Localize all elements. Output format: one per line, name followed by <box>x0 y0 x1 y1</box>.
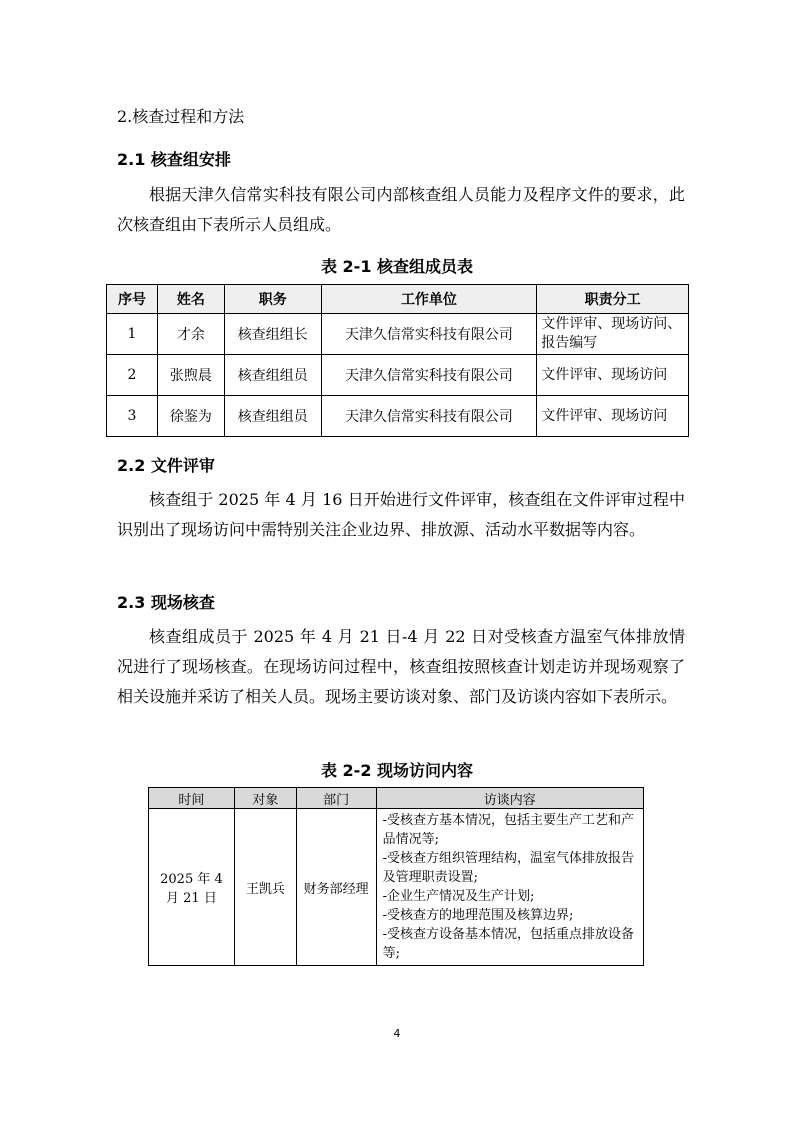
subsection-heading-2-2: 2.2 文件评审 <box>117 456 215 475</box>
cell-index: 3 <box>107 396 158 437</box>
interview-item: -受核查方设备基本情况，包括重点排放设备等; <box>382 927 634 961</box>
table-header-row <box>149 788 644 809</box>
table-row <box>107 396 689 437</box>
header-cell: 序号 <box>107 285 158 314</box>
interview-item: -企业生产情况及生产计划; <box>382 889 535 904</box>
cell-duty: 文件评审、现场访问 <box>537 396 689 437</box>
cell-role: 核查组组长 <box>224 314 321 355</box>
header-cell: 职务 <box>224 285 321 314</box>
paragraph-2-2: 核查组于 2025 年 4 月 16 日开始进行文件评审，核查组在文件评审过程中识别出了现场访问中需特别关注企业边界、排放源、活动水平数据等内容。 <box>117 490 685 539</box>
cell-duty: 文件评审、现场访问、报告编写 <box>537 314 689 355</box>
interview-item: -受核查方组织管理结构，温室气体排放报告及管理职责设置; <box>382 851 634 885</box>
cell-index: 2 <box>107 355 158 396</box>
site-visit-table <box>148 787 644 966</box>
section-heading: 2.核查过程和方法 <box>117 107 245 126</box>
cell-name: 徐鉴为 <box>157 396 224 437</box>
cell-index: 1 <box>107 314 158 355</box>
cell-person: 王凯兵 <box>234 809 296 966</box>
paragraph-2-1: 根据天津久信常实科技有限公司内部核查组人员能力及程序文件的要求，此次核查组由下表所示人员组成。 <box>117 185 685 234</box>
header-cell: 职责分工 <box>537 285 689 314</box>
team-members-table <box>106 284 689 437</box>
header-cell: 姓名 <box>157 285 224 314</box>
subsection-heading-2-1: 2.1 核查组安排 <box>117 150 231 169</box>
cell-org: 天津久信常实科技有限公司 <box>321 355 537 396</box>
interview-item: -受核查方的地理范围及核算边界; <box>382 908 574 923</box>
table-row <box>149 809 644 966</box>
header-cell: 部门 <box>296 788 376 809</box>
cell-name: 才余 <box>157 314 224 355</box>
header-cell: 工作单位 <box>321 285 537 314</box>
cell-time: 2025 年 4 月 21 日 <box>149 809 235 966</box>
page-number: 4 <box>393 1027 401 1040</box>
header-cell: 访谈内容 <box>376 788 643 809</box>
cell-org: 天津久信常实科技有限公司 <box>321 396 537 437</box>
table1-caption: 表 2-1 核查组成员表 <box>320 257 474 276</box>
interview-item: -受核查方基本情况，包括主要生产工艺和产品情况等; <box>382 813 634 847</box>
cell-interview-content <box>376 809 643 966</box>
table-row <box>107 314 689 355</box>
cell-name: 张煦晨 <box>157 355 224 396</box>
header-cell: 对象 <box>234 788 296 809</box>
cell-dept: 财务部经理 <box>296 809 376 966</box>
cell-role: 核查组组员 <box>224 355 321 396</box>
subsection-heading-2-3: 2.3 现场核查 <box>117 593 215 612</box>
table2-caption: 表 2-2 现场访问内容 <box>320 761 474 780</box>
table-row <box>107 355 689 396</box>
cell-duty: 文件评审、现场访问 <box>537 355 689 396</box>
header-cell: 时间 <box>149 788 235 809</box>
paragraph-2-3: 核查组成员于 2025 年 4 月 21 日-4 月 22 日对受核查方温室气体排放情况进行了现场核查。在现场访问过程中，核查组按照核查计划走访并现场观察了相关设施并采访了相关人员。现场主要访谈对象、部门及访谈内容如下表所示。 <box>117 627 685 706</box>
cell-role: 核查组组员 <box>224 396 321 437</box>
table-header-row <box>107 285 689 314</box>
cell-org: 天津久信常实科技有限公司 <box>321 314 537 355</box>
